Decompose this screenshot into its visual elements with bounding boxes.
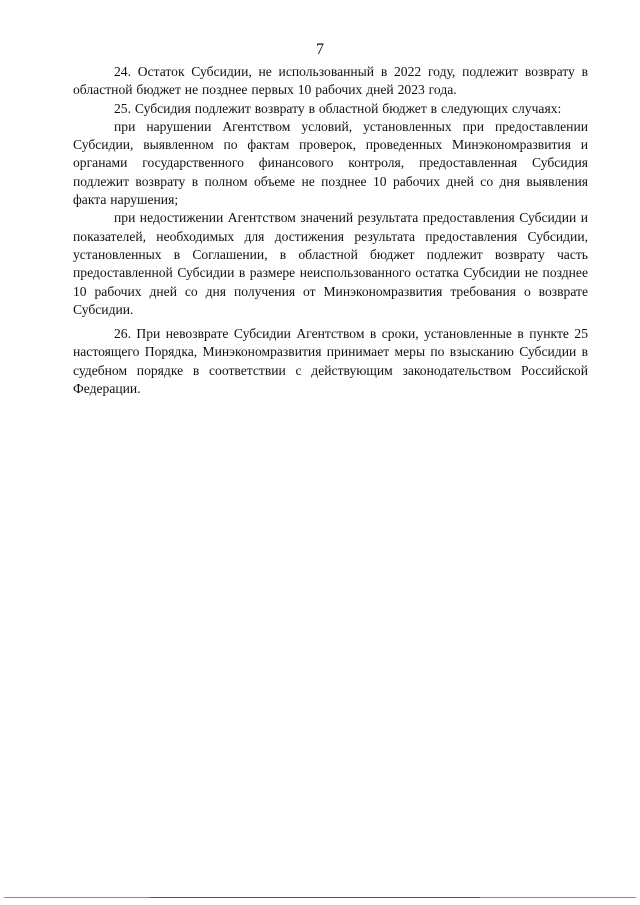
scan-bottom-edge-dark (150, 897, 480, 898)
paragraph-25-non-achievement: при недостижении Агентством значений результата предоставления Субсидии и показателей, необходимых для достижения результата предоставления Субсидии, установленных в Соглашении, в областной бюджет подлежит возврату часть предоставленной Субсидии в размере неиспользованного остатка Субсидии не позднее 10 рабочих дней со дня получения от Минэкономразвития требования о возврате Субсидии. (73, 210, 588, 317)
page-number: 7 (316, 41, 324, 58)
paragraph-24: 24. Остаток Субсидии, не использованный в 2022 году, подлежит возврату в областной бюджет не позднее первых 10 рабочих дней 2023 года. (73, 64, 588, 98)
document-body (73, 63, 588, 398)
paragraph-26: 26. При невозврате Субсидии Агентством в сроки, установленные в пункте 25 настоящего Порядка, Минэкономразвития принимает меры по взысканию Субсидии в судебном порядке в соответствии с действующим законодательством Российской Федерации. (73, 326, 588, 397)
paragraph-25: 25. Субсидия подлежит возврату в областной бюджет в следующих случаях: (114, 100, 562, 116)
paragraph-25-violation: при нарушении Агентством условий, установленных при предоставлении Субсидии, выявленном по фактам проверок, проведенных Минэкономразвития и органами государственного финансового контроля, предоставленная Субсидия подлежит возврату в полном объеме не позднее 10 рабочих дней со дня выявления факта нарушения; (73, 118, 588, 208)
